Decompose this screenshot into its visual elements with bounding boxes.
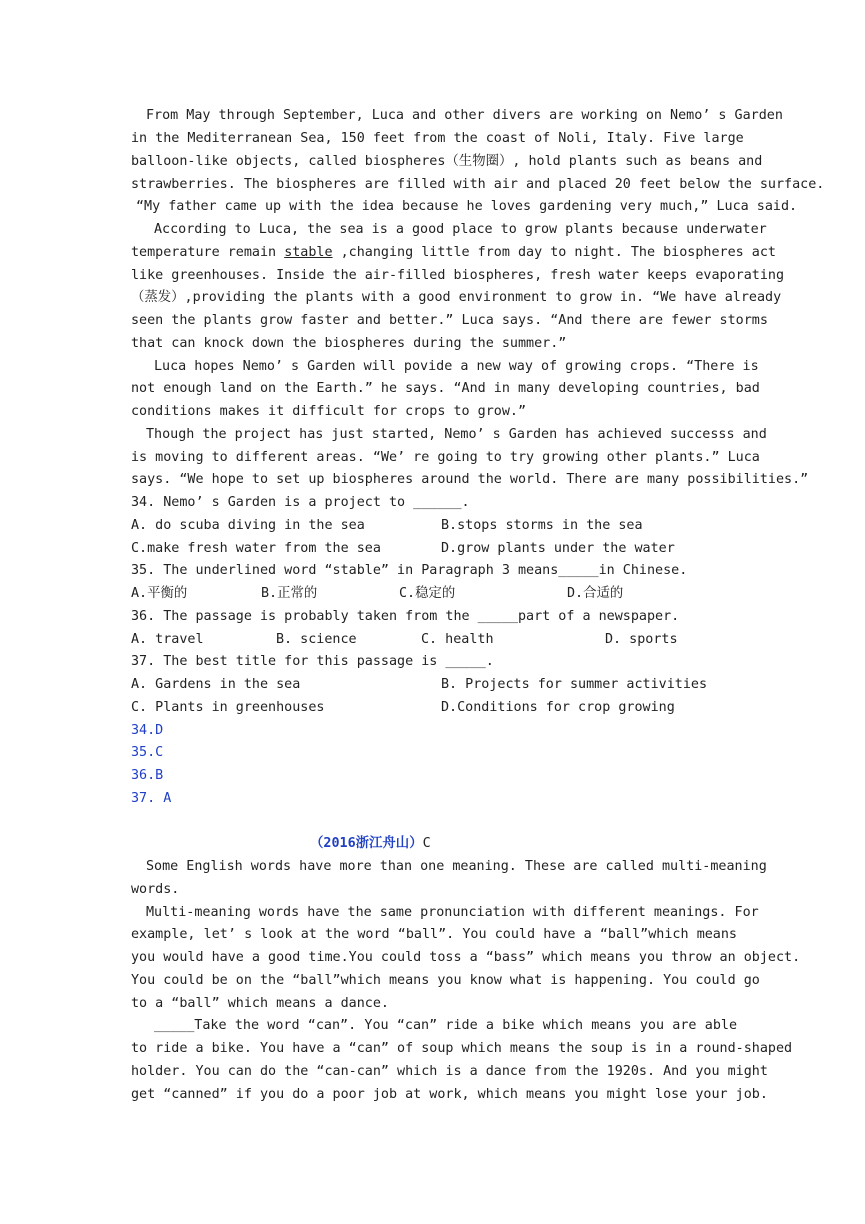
passage2-line: example, let’ s look at the word “ball”. You could have a “ball”which means bbox=[131, 927, 737, 942]
passage2-line: holder. You can do the “can-can” which is a dance from the 1920s. And you might bbox=[131, 1064, 768, 1079]
passage1-line: “My father came up with the idea because he loves gardening very much,” Luca said. bbox=[136, 199, 798, 214]
question-37: 37. The best title for this passage is _____. bbox=[131, 654, 494, 669]
option-a: A. Gardens in the sea bbox=[131, 677, 301, 692]
passage2-line: get “canned” if you do a poor job at work, which means you might lose your job. bbox=[131, 1087, 768, 1102]
question-36: 36. The passage is probably taken from the _____part of a newspaper. bbox=[131, 609, 680, 624]
passage2-line: to ride a bike. You have a “can” of soup which means the soup is in a round-shaped bbox=[131, 1041, 793, 1056]
question-35-options bbox=[131, 585, 737, 603]
option-d: D.合适的 bbox=[567, 586, 624, 601]
passage2-line: to a “ball” which means a dance. bbox=[131, 996, 389, 1011]
passage2-line: Some English words have more than one meaning. These are called multi-meaning bbox=[146, 859, 767, 874]
answer-35: 35.C bbox=[131, 745, 164, 760]
passage1-line: Luca hopes Nemo’ s Garden will povide a new way of growing crops. “There is bbox=[154, 359, 759, 374]
option-c: C. health bbox=[421, 632, 494, 647]
passage2-line: words. bbox=[131, 882, 180, 897]
answer-34: 34.D bbox=[131, 723, 164, 738]
question-37-options bbox=[131, 676, 737, 694]
passage1-line: not enough land on the Earth.” he says. “And in many developing countries, bad bbox=[131, 381, 760, 396]
passage1-line: seen the plants grow faster and better.” Luca says. “And there are fewer storms bbox=[131, 313, 768, 328]
answer-36: 36.B bbox=[131, 768, 164, 783]
option-b: B.正常的 bbox=[261, 586, 318, 601]
passage1-line: is moving to different areas. “We’ re going to try growing other plants.” Luca bbox=[131, 450, 760, 465]
passage2-line: _____Take the word “can”. You “can” ride a bike which means you are able bbox=[154, 1018, 737, 1033]
passage1-text: temperature remain bbox=[131, 245, 285, 260]
question-37-options bbox=[131, 699, 737, 717]
underlined-word: stable bbox=[284, 245, 333, 260]
question-34-options bbox=[131, 517, 737, 535]
passage1-line: （蒸发）,providing the plants with a good environment to grow in. “We have already bbox=[131, 290, 782, 305]
option-d: D. sports bbox=[605, 632, 678, 647]
option-b: B. science bbox=[276, 632, 357, 647]
question-34-options bbox=[131, 540, 737, 558]
passage1-line: conditions makes it difficult for crops to grow.” bbox=[131, 404, 527, 419]
option-c: C.稳定的 bbox=[399, 586, 456, 601]
option-a: A. do scuba diving in the sea bbox=[131, 518, 365, 533]
passage1-line: According to Luca, the sea is a good place to grow plants because underwater bbox=[154, 222, 767, 237]
question-35: 35. The underlined word “stable” in Paragraph 3 means_____in Chinese. bbox=[131, 563, 688, 578]
section-letter: C bbox=[422, 836, 431, 851]
option-c: C. Plants in greenhouses bbox=[131, 700, 325, 715]
passage1-line: that can knock down the biospheres during the summer.” bbox=[131, 336, 567, 351]
passage1-line: From May through September, Luca and other divers are working on Nemo’ s Garden bbox=[146, 108, 783, 123]
option-a: A. travel bbox=[131, 632, 204, 647]
passage1-line: in the Mediterranean Sea, 150 feet from the coast of Noli, Italy. Five large bbox=[131, 131, 744, 146]
passage1-line: balloon-like objects, called biospheres（生物圈）, hold plants such as beans and bbox=[131, 154, 763, 169]
passage1-line bbox=[131, 244, 776, 262]
option-b: B. Projects for summer activities bbox=[441, 677, 708, 692]
passage2-line: Multi-meaning words have the same pronunciation with different meanings. For bbox=[146, 905, 759, 920]
option-a: A.平衡的 bbox=[131, 586, 188, 601]
option-b: B.stops storms in the sea bbox=[441, 518, 643, 533]
section-source: （2016浙江舟山） bbox=[310, 836, 423, 851]
passage1-line: strawberries. The biospheres are filled with air and placed 20 feet below the surface. bbox=[131, 177, 825, 192]
option-d: D.grow plants under the water bbox=[441, 541, 675, 556]
passage1-line: Though the project has just started, Nemo’ s Garden has achieved successs and bbox=[146, 427, 767, 442]
passage1-text: ,changing little from day to night. The biospheres act bbox=[332, 245, 776, 260]
passage1-line: says. “We hope to set up biospheres around the world. There are many possibilities.” bbox=[131, 472, 809, 487]
passage1-line: like greenhouses. Inside the air-filled biospheres, fresh water keeps evaporating bbox=[131, 268, 785, 283]
option-d: D.Conditions for crop growing bbox=[441, 700, 675, 715]
question-34: 34. Nemo’ s Garden is a project to ______. bbox=[131, 495, 470, 510]
question-36-options bbox=[131, 631, 737, 649]
answer-37: 37. A bbox=[131, 791, 172, 806]
passage2-line: You could be on the “ball”which means you know what is happening. You could go bbox=[131, 973, 760, 988]
passage2-line: you would have a good time.You could toss a “bass” which means you throw an object. bbox=[131, 950, 801, 965]
option-c: C.make fresh water from the sea bbox=[131, 541, 381, 556]
section-heading bbox=[310, 835, 610, 853]
